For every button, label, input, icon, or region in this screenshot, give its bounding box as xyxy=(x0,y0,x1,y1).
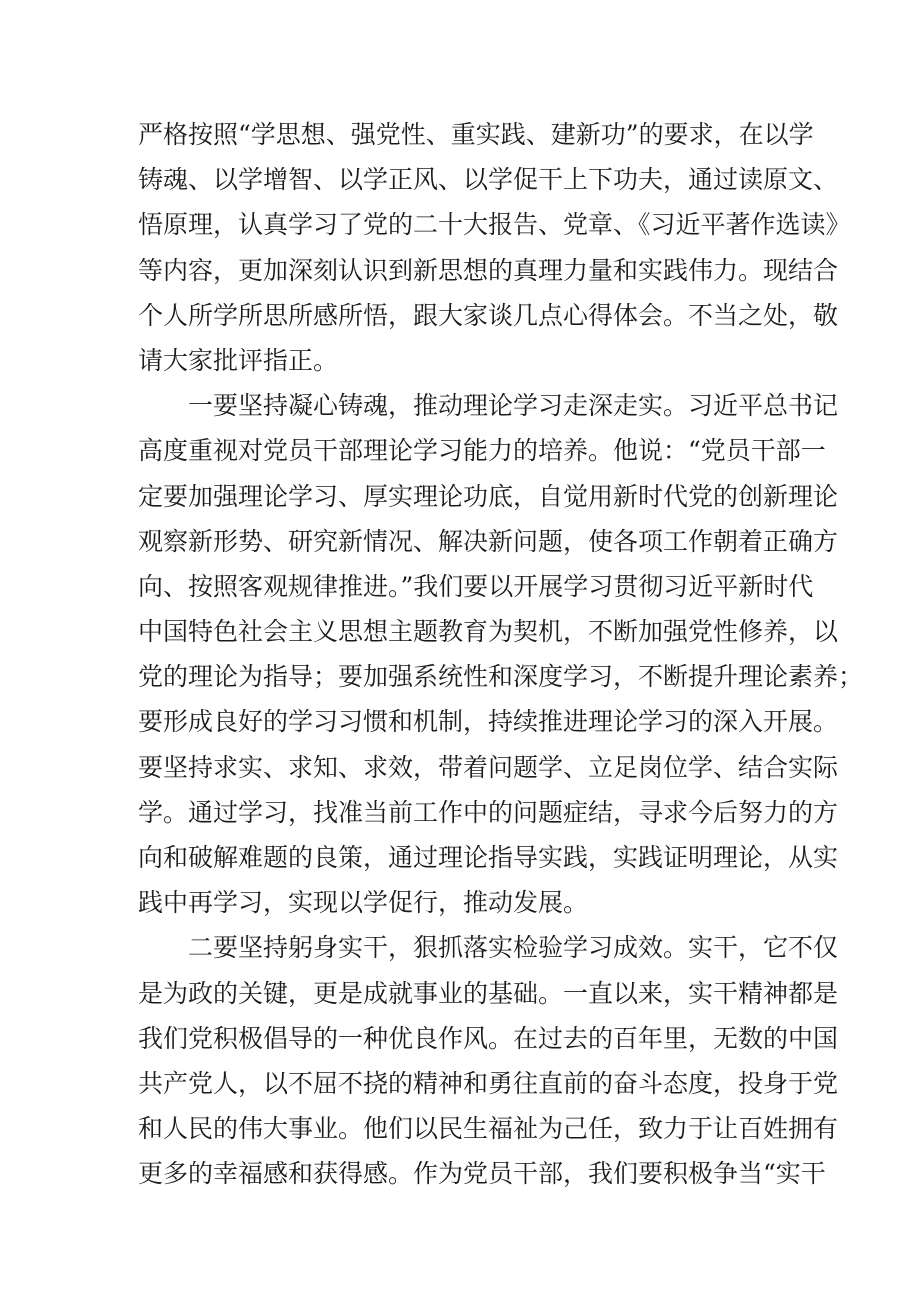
text-line: 铸魂、以学增智、以学正风、以学促干上下功夫，通过读原文、 xyxy=(138,165,839,195)
text-line: 党的理论为指导；要加强系统性和深度学习，不断提升理论素养； xyxy=(138,662,864,692)
text-line: 和人民的伟大事业。他们以民生福祉为己任，致力于让百姓拥有 xyxy=(138,1114,839,1144)
text-line: 是为政的关键，更是成就事业的基础。一直以来，实干精神都是 xyxy=(138,978,839,1008)
text-line: 定要加强理论学习、厚实理论功底，自觉用新时代党的创新理论 xyxy=(138,481,839,511)
text-line: 践中再学习，实现以学促行，推动发展。 xyxy=(138,888,589,918)
text-line: 向、按照客观规律推进。”我们要以开展学习贯彻习近平新时代 xyxy=(138,571,814,601)
paragraph-point-one xyxy=(138,383,864,925)
text-line: 更多的幸福感和获得感。作为党员干部，我们要积极争当“实干 xyxy=(138,1159,826,1189)
text-line: 二要坚持躬身实干，狠抓落实检验学习成效。实干，它不仅 xyxy=(138,933,839,963)
text-line: 严格按照“学思想、强党性、重实践、建新功”的要求，在以学 xyxy=(138,120,814,149)
text-line: 观察新形势、研究新情况、解决新问题，使各项工作朝着正确方 xyxy=(138,526,839,556)
text-line: 请大家批评指正。 xyxy=(138,345,339,375)
text-line: 高度重视对党员干部理论学习能力的培养。他说：“党员干部一 xyxy=(138,436,826,466)
text-line: 要形成良好的学习习惯和机制，持续推进理论学习的深入开展。 xyxy=(138,707,839,737)
text-line: 向和破解难题的良策，通过理论指导实践，实践证明理论，从实 xyxy=(138,843,839,872)
text-line: 要坚持求实、求知、求效，带着问题学、立足岗位学、结合实际 xyxy=(138,752,839,782)
text-line: 中国特色社会主义思想主题教育为契机，不断加强党性修养，以 xyxy=(138,617,839,647)
text-line: 我们党积极倡导的一种优良作风。在过去的百年里，无数的中国 xyxy=(138,1023,839,1053)
text-line: 等内容，更加深刻认识到新思想的真理力量和实践伟力。现结合 xyxy=(138,255,839,285)
text-line: 学。通过学习，找准当前工作中的问题症结，寻求今后努力的方 xyxy=(138,797,839,827)
text-line: 共产党人，以不屈不挠的精神和勇往直前的奋斗态度，投身于党 xyxy=(138,1068,839,1098)
text-line: 一要坚持凝心铸魂，推动理论学习走深走实。习近平总书记 xyxy=(138,391,839,421)
paragraph-point-two xyxy=(138,925,839,1196)
document-body xyxy=(138,112,864,1197)
text-line: 悟原理，认真学习了党的二十大报告、党章、《习近平著作选读》 xyxy=(138,210,851,240)
paragraph-intro xyxy=(138,112,851,383)
text-line: 个人所学所思所感所悟，跟大家谈几点心得体会。不当之处，敬 xyxy=(138,300,839,330)
